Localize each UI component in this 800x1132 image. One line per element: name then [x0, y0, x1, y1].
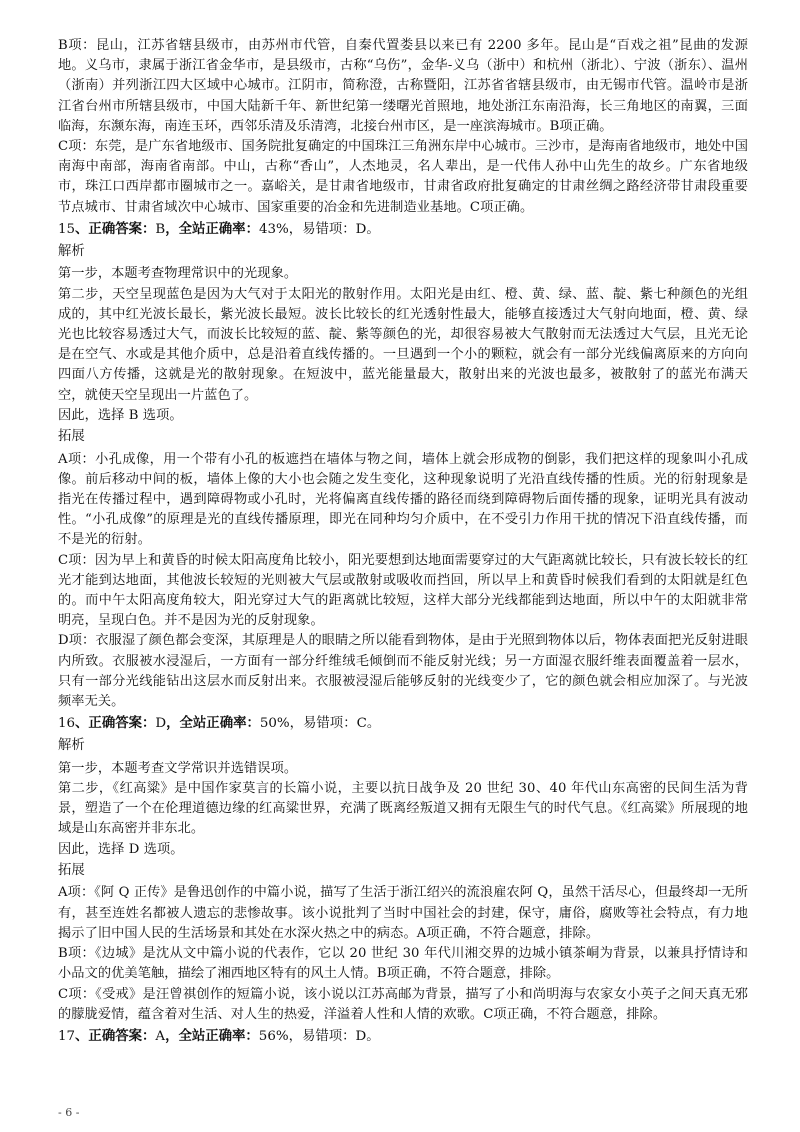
document-page — [58, 36, 748, 1049]
error-prone-option: ，易错项：D。 — [288, 221, 380, 237]
section-label-analysis: 解析 — [58, 738, 85, 754]
section-label-extension: 拓展 — [58, 429, 85, 445]
accuracy-label: ，全站正确率： — [165, 221, 259, 237]
paragraph: A项：《阿 Q 正传》是鲁迅创作的中篇小说，描写了生活于浙江绍兴的流浪雇农阿 Q，虽然干活尽心，但最终却一无所有，甚至连姓名都被人遗忘的悲惨故事。该小说批判了当时中国社会的封建，保守，庸俗，腐败等社会特点，有力地揭示了旧中国人民的生活场景和其处在水深火热之中的病态。A项正确，不符合题意，排除。 — [58, 885, 748, 941]
accuracy-label: ，全站正确率： — [165, 1028, 259, 1044]
question-number: 15 — [58, 221, 76, 237]
section-label-analysis: 解析 — [58, 243, 85, 259]
question-number: 17 — [58, 1028, 76, 1044]
accuracy-value: 43% — [258, 221, 289, 237]
paragraph: C项：《受戒》是汪曾祺创作的短篇小说，该小说以江苏高邮为背景，描写了小和尚明海与农家女小英子之间天真无邪的朦胧爱情，蕴含着对生活、对人生的热爱，洋溢着人性和人情的欢歌。C项正确，不符合题意，排除。 — [58, 986, 748, 1022]
paragraph: D项：衣服湿了颜色都会变深，其原理是人的眼睛之所以能看到物体，是由于光照到物体以后，物体表面把光反射进眼内所致。衣服被水浸湿后，一方面有一部分纤维绒毛倾倒而不能反射光线；另一方面湿衣服纤维表面覆盖着一层水，只有一部分光线能钻出这层水而反射出来。衣服被浸湿后能够反射的光线变少了，它的颜色就会相应加深了。与光波频率无关。 — [58, 633, 748, 710]
accuracy-value: 56% — [258, 1028, 289, 1044]
paragraph: 第一步，本题考查文学常识并选错误项。 — [58, 760, 298, 776]
question-answer-line — [58, 713, 748, 734]
accuracy-value: 50% — [259, 716, 290, 732]
section-label-extension: 拓展 — [58, 862, 85, 878]
answer-value: B — [155, 221, 166, 237]
paragraph: 第二步，天空呈现蓝色是因为大气对于太阳光的散射作用。太阳光是由红、橙、黄、绿、蓝、靛、紫七种颜色的光组成的，其中红光波长最长，紫光波长最短。波长比较长的红光透射性最大，能够直接透过大气射向地面，橙、黄、绿光也比较容易透过大气，而波长比较短的蓝、靛、紫等颜色的光，却很容易被大气散射而无法透过大气层，且光无论是在空气、水或是其他介质中，总是沿着直线传播的。一旦遇到一个小的颗粒，就会有一部分光线偏离原来的方向向四面八方传播，这就是光的散射现象。在短波中，蓝光能量最大，散射出来的光波也最多，被散射了的蓝光布满天空，就使天空呈现出一片蓝色了。 — [58, 286, 748, 403]
error-prone-option: ，易错项：D。 — [288, 1028, 380, 1044]
page-number: - 6 - — [58, 1106, 80, 1119]
paragraph: C项：东莞，是广东省地级市、国务院批复确定的中国珠江三角洲东岸中心城市。三沙市，是海南省地级市，地处中国南海中南部，海南省南部。中山，古称“香山”，人杰地灵，名人辈出，是一代伟人孙中山先生的故乡。广东省地级市，珠江口西岸都市圈城市之一。嘉峪关，是甘肃省地级市，甘肃省政府批复确定的甘肃丝绸之路经济带甘肃段重要节点城市、甘肃省域次中心城市、国家重要的冶金和先进制造业基地。C项正确。 — [58, 139, 748, 215]
answer-value: D — [155, 716, 167, 732]
error-prone-option: ，易错项：C。 — [289, 716, 381, 732]
question-number: 16 — [58, 716, 76, 732]
paragraph: B项：《边城》是沈从文中篇小说的代表作，它以 20 世纪 30 年代川湘交界的边城小镇茶峒为背景，以兼具抒情诗和小品文的优美笔触，描绘了湘西地区特有的风土人情。B项正确，不符合题意，排除。 — [58, 946, 748, 982]
question-answer-line — [58, 1026, 748, 1047]
paragraph: 因此，选择 D 选项。 — [58, 841, 184, 857]
paragraph: C项：因为早上和黄昏的时候太阳高度角比较小，阳光要想到达地面需要穿过的大气距离就比较长，只有波长较长的红光才能到达地面，其他波长较短的光则被大气层或散射或吸收而挡回，所以早上和黄昏时候我们看到的太阳就是红色的。而中午太阳高度角较大，阳光穿过大气的距离就比较短，这样大部分光线都能到达地面，所以中午的太阳就非常明亮，呈现白色。并不是因为光的反射现象。 — [58, 552, 748, 629]
paragraph: 第二步，《红高粱》是中国作家莫言的长篇小说，主要以抗日战争及 20 世纪 30、40 年代山东高密的民间生活为背景，塑造了一个在伦理道德边缘的红高粱世界，充满了既离经叛道又拥有无限生气的时代气息。《红高粱》所展现的地域是山东高密并非东北。 — [58, 781, 748, 837]
accuracy-label: ，全站正确率： — [166, 716, 260, 732]
answer-value: A — [155, 1028, 166, 1044]
paragraph: 因此，选择 B 选项。 — [58, 407, 183, 423]
answer-label: 、正确答案： — [75, 1028, 156, 1044]
paragraph: B项：昆山，江苏省辖县级市，由苏州市代管，自秦代置娄县以来已有 2200 多年。昆山是“百戏之祖”昆曲的发源地。义乌市，隶属于浙江省金华市，是县级市，古称“乌伤”，金华-义乌（浙中）和杭州（浙北）、宁波（浙东）、温州（浙南）并列浙江四大区域中心城市。江阴市，简称澄，古称暨阳，江苏省省辖县级市，由无锡市代管。温岭市是浙江省台州市所辖县级市，中国大陆新千年、新世纪第一缕曙光首照地，地处浙江东南沿海，长三角地区的南翼，三面临海，东濒东海，南连玉环，西邻乐清及乐清湾，北接台州市区，是一座滨海城市。B项正确。 — [58, 38, 748, 134]
paragraph: 第一步，本题考查物理常识中的光现象。 — [58, 266, 298, 282]
question-answer-line — [58, 219, 748, 240]
answer-label: 、正确答案： — [75, 716, 156, 732]
answer-label: 、正确答案： — [75, 221, 156, 237]
paragraph: A项：小孔成像，用一个带有小孔的板遮挡在墙体与物之间，墙体上就会形成物的倒影，我们把这样的现象叫小孔成像。前后移动中间的板，墙体上像的大小也会随之发生变化，这种现象说明了光沿直线传播的性质。光的衍射现象是指光在传播过程中，遇到障碍物或小孔时，光将偏离直线传播的路径而绕到障碍物后面传播的现象，证明光具有波动性。“小孔成像”的原理是光的直线传播原理，即光在同种均匀介质中，在不受引力作用干扰的情况下沿直线传播，而不是光的衍射。 — [58, 451, 748, 548]
